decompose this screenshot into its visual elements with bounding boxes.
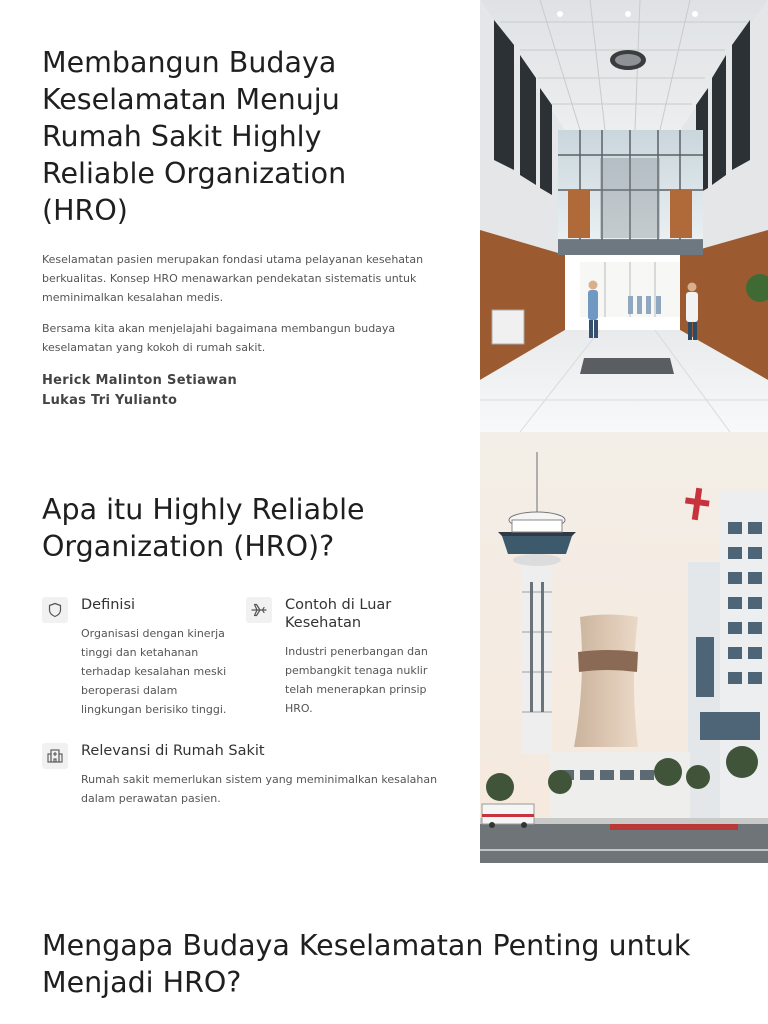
intro-paragraph-2: Bersama kita akan menjelajahi bagaimana membangun budaya keselamatan yang kokoh di rumah sakit. [42, 322, 396, 354]
airplane-icon [246, 597, 272, 623]
author-name: Herick Malinton Setiawan [42, 373, 238, 388]
author-name: Lukas Tri Yulianto [42, 393, 178, 408]
shield-icon [42, 597, 68, 623]
hospital-lobby-image [480, 0, 768, 432]
slide-why-safety-culture [0, 863, 768, 1024]
feature-title: Contoh di Luar Kesehatan [285, 597, 392, 631]
intro-paragraph-1: Keselamatan pasien merupakan fondasi utama pelayanan kesehatan berkualitas. Konsep HRO menawarkan pendekatan sistematis untuk meminimalkan kesalahan medis. [42, 253, 424, 304]
hospital-icon [42, 743, 68, 769]
feature-description: Rumah sakit memerlukan sistem yang meminimalkan kesalahan dalam perawatan pasien. [81, 773, 438, 805]
slide-title [0, 0, 768, 432]
title-text-block [42, 44, 432, 411]
feature-description: Industri penerbangan dan pembangkit tenaga nuklir telah menerapkan prinsip HRO. [285, 645, 428, 715]
feature-title: Relevansi di Rumah Sakit [81, 743, 265, 759]
section-title: Mengapa Budaya Keselamatan Penting untuk Menjadi HRO? [42, 929, 691, 999]
feature-description: Organisasi dengan kinerja tinggi dan ketahanan terhadap kesalahan meski beroperasi dalam lingkungan berisiko tinggi. [81, 627, 227, 716]
presentation-title: Membangun Budaya Keselamatan Menuju Rumah Sakit Highly Reliable Organization (HRO) [42, 46, 347, 227]
slide-hro-definition [0, 432, 768, 863]
control-tower-hospital-image [480, 432, 768, 863]
feature-title: Definisi [81, 597, 136, 613]
authors [42, 371, 432, 411]
section-title: Apa itu Highly Reliable Organization (HRO)? [42, 493, 365, 563]
